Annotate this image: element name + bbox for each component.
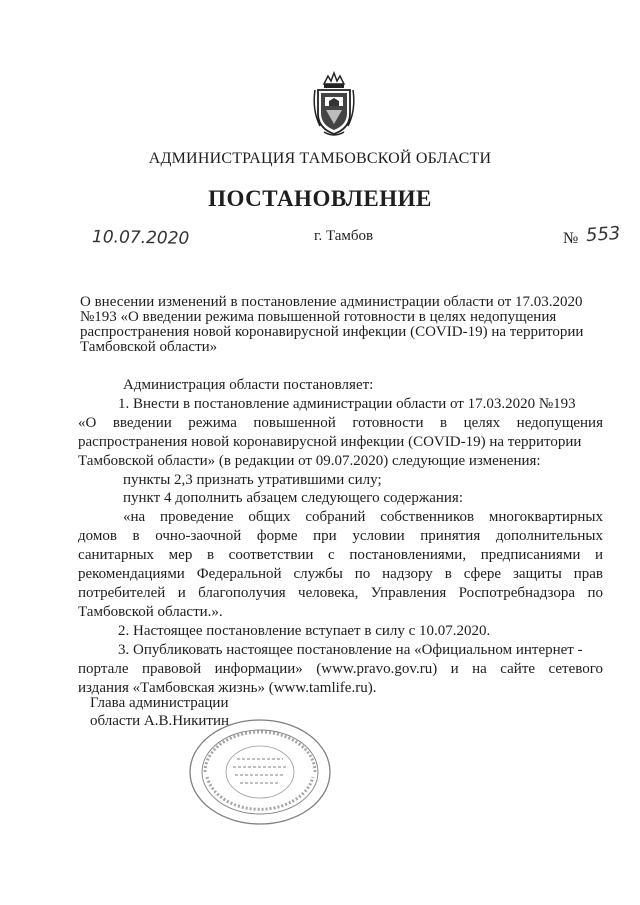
body-line: 1. Внести в постановление администрации области от 17.03.2020 №193 bbox=[118, 395, 576, 412]
document-body bbox=[78, 376, 603, 697]
body-line: рекомендациями Федеральной службы по надзору в сфере защиты прав bbox=[78, 566, 603, 583]
subject-line: №193 «О введении режима повышенной готовности в целях недопущения bbox=[80, 309, 557, 325]
body-line: портале правовой информации» (www.pravo.gov.ru) и на сайте сетевого bbox=[78, 660, 603, 677]
body-line: «на проведение общих собраний собственников многоквартирных bbox=[123, 509, 603, 526]
body-line: Тамбовской области.». bbox=[78, 603, 223, 620]
subject-line: распространения новой коронавирусной инфекции (COVID-19) на территории bbox=[80, 324, 584, 340]
document-subject bbox=[80, 295, 610, 355]
round-seal-stamp-icon bbox=[185, 715, 335, 830]
body-line: «О введении режима повышенной готовности в целях недопущения bbox=[78, 414, 603, 431]
handwritten-date: 10.07.2020 bbox=[91, 227, 190, 249]
body-line: издания «Тамбовская жизнь» (www.tamlife.ru). bbox=[78, 679, 377, 696]
signature-title: Глава администрации bbox=[90, 695, 229, 711]
body-line: Тамбовской области» (в редакции от 09.07.2020) следующие изменения: bbox=[78, 452, 541, 469]
body-intro: Администрация области постановляет: bbox=[123, 377, 374, 393]
body-line: санитарных мер в соответствии с постановлениями, предписаниями и bbox=[78, 547, 603, 564]
body-line: 3. Опубликовать настоящее постановление на «Официальном интернет - bbox=[118, 641, 583, 658]
body-line: потребителей и благополучия человека, Управления Роспотребнадзора по bbox=[78, 584, 603, 601]
organization-name: АДМИНИСТРАЦИЯ ТАМБОВСКОЙ ОБЛАСТИ bbox=[148, 150, 492, 167]
document-title: ПОСТАНОВЛЕНИЕ bbox=[208, 186, 432, 211]
handwritten-number: 553 bbox=[585, 222, 622, 247]
subject-line: О внесении изменений в постановление администрации области от 17.03.2020 bbox=[80, 294, 583, 310]
city-label: г. Тамбов bbox=[314, 228, 374, 244]
body-line: 2. Настоящее постановление вступает в силу с 10.07.2020. bbox=[118, 622, 491, 639]
number-label: № bbox=[563, 230, 579, 247]
body-line: пункт 4 дополнить абзацем следующего содержания: bbox=[123, 490, 463, 507]
body-line: распространения новой коронавирусной инфекции (COVID-19) на территории bbox=[78, 433, 582, 450]
tambov-coat-of-arms-icon bbox=[310, 70, 358, 140]
body-line: пункты 2,3 признать утратившими силу; bbox=[123, 471, 382, 488]
signature-name: области А.В.Никитин bbox=[90, 713, 230, 729]
subject-line: Тамбовской области» bbox=[80, 339, 218, 355]
body-line: домов в очно-заочной форме при условии принятия дополнительных bbox=[78, 528, 603, 545]
